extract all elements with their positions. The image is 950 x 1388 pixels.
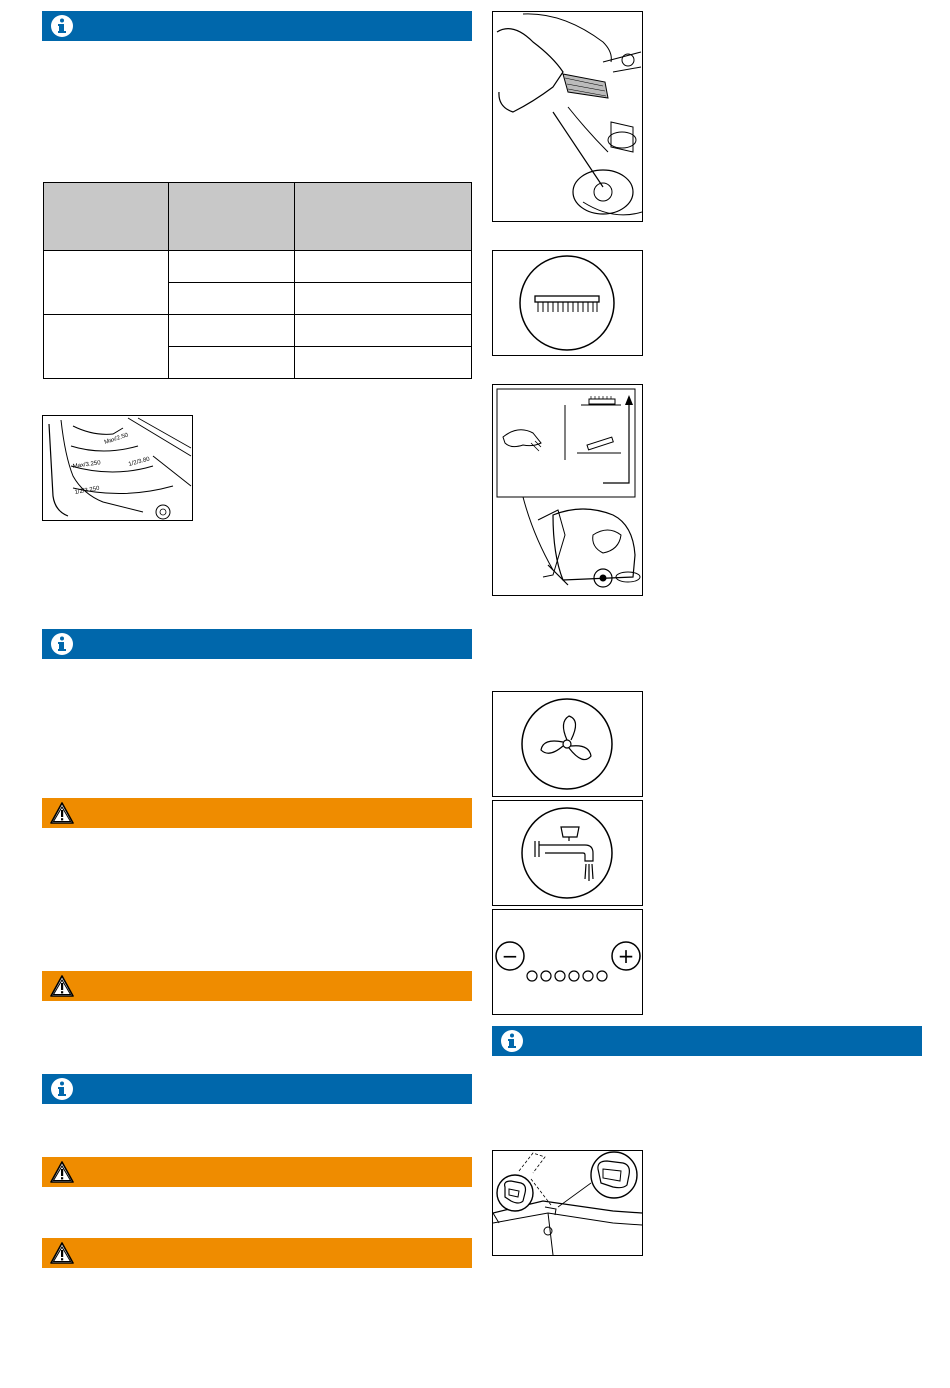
water-level-led <box>583 971 593 981</box>
table-cell <box>295 251 472 283</box>
info-note-bar <box>42 1074 472 1104</box>
water-level-led <box>555 971 565 981</box>
settings-table <box>43 182 472 379</box>
dosing-mark: Max/3.250 <box>72 460 102 470</box>
warning-triangle-icon <box>50 1160 74 1184</box>
dosing-mark: Max/2.50 <box>103 432 130 446</box>
minus-label: − <box>501 944 519 968</box>
info-note-bar <box>42 629 472 659</box>
table-cell <box>169 251 295 283</box>
water-level-led <box>569 971 579 981</box>
table-cell <box>169 283 295 315</box>
brush-icon <box>535 296 599 312</box>
water-level-led <box>597 971 607 981</box>
info-note-bar <box>42 11 472 41</box>
plus-label: + <box>617 944 635 968</box>
water-level-led <box>527 971 537 981</box>
water-level-leds <box>527 971 607 981</box>
water-tap-icon <box>535 827 593 881</box>
table-cell <box>44 315 169 379</box>
table-cell <box>295 347 472 379</box>
info-icon <box>500 1029 524 1053</box>
detergent-dosing-scale-figure <box>42 415 193 521</box>
warning-note-bar <box>42 1238 472 1268</box>
table-header-row <box>44 183 472 251</box>
table-row <box>44 315 472 347</box>
hose-clip-figure <box>492 1150 643 1256</box>
plus-button[interactable] <box>612 942 640 970</box>
warning-note-bar <box>42 971 472 1001</box>
minus-button[interactable] <box>496 942 524 970</box>
warning-triangle-icon <box>50 974 74 998</box>
table-cell <box>169 347 295 379</box>
info-icon <box>50 14 74 38</box>
table-row <box>44 251 472 283</box>
table-header-cell <box>44 183 169 251</box>
table-cell <box>44 251 169 315</box>
brush-height-adjust-figure <box>492 384 643 596</box>
brush-symbol-figure <box>492 250 643 356</box>
suction-symbol-figure <box>492 691 643 797</box>
warning-note-bar <box>42 1157 472 1187</box>
warning-triangle-icon <box>50 801 74 825</box>
table-header-cell <box>295 183 472 251</box>
info-icon <box>50 1077 74 1101</box>
water-level-led <box>541 971 551 981</box>
fan-icon <box>541 716 591 760</box>
brush-lever-figure <box>492 11 643 222</box>
dosing-mark: 1/2/3.80 <box>127 456 151 468</box>
table-cell <box>169 315 295 347</box>
dosing-mark: 1/2/3.250 <box>74 485 100 496</box>
info-icon <box>50 632 74 656</box>
table-header-cell <box>169 183 295 251</box>
warning-note-bar <box>42 798 472 828</box>
table-cell <box>295 283 472 315</box>
info-note-bar <box>492 1026 922 1056</box>
water-level-control-figure <box>492 909 643 1015</box>
table-cell <box>295 315 472 347</box>
water-symbol-figure <box>492 800 643 906</box>
warning-triangle-icon <box>50 1241 74 1265</box>
